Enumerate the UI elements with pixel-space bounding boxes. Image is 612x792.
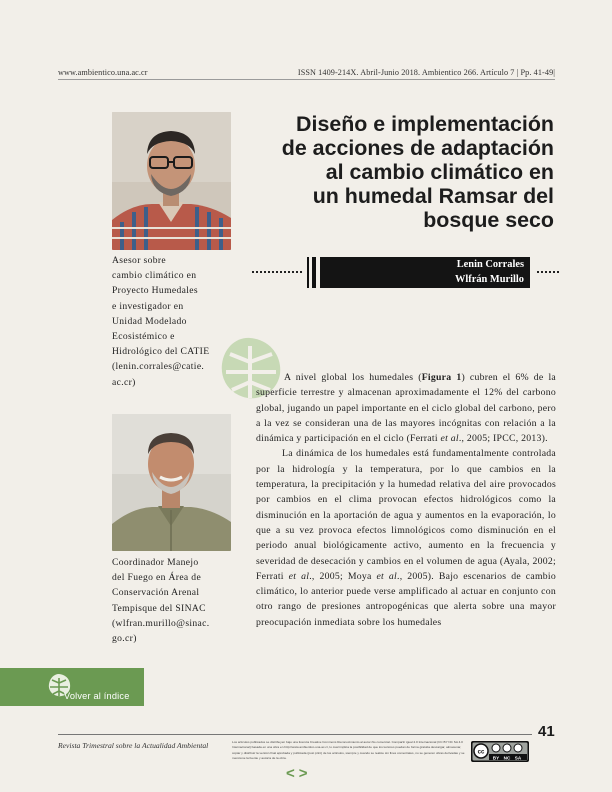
previous-page-button[interactable]: < [286, 765, 299, 782]
title-line: Diseño e implementación [296, 112, 554, 136]
bio-line: del Fuego en Área de [112, 572, 202, 584]
bio-line: Asesor sobre [112, 255, 167, 266]
bio-line: Coordinador Manejo [112, 557, 199, 568]
author-photo-lenin [112, 112, 231, 250]
author-name: Wlfrán Murillo [455, 273, 524, 285]
creative-commons-badge-icon[interactable] [471, 741, 529, 762]
back-to-index-label[interactable]: Volver al índice [64, 691, 130, 701]
page-number: 41 [538, 723, 555, 740]
page-navigation [286, 765, 312, 782]
author-banner-bar [312, 257, 316, 288]
license-text: Los artículos publicados se distribuyen bajo una licencia Creative Commons Reconocimiento al autor-No comercial- Compartir igual 4.0 Internacional (CC BY NC SA 4.0 Internacional) basada en una obra en http://www.ambientico.una.ac.cr, lo cual implica la posibilidad de que los lectores puedan de forma gratuita descargar, almacenar, copiar y distribuir la versión final aprobada y publicada (post print) de los artículos, siempre y cuando se realice sin fines comerciales, no se generen obras derivadas y se mencione la fuente y autoría de la obra. [232, 740, 465, 761]
author-banner-dots-left [252, 271, 302, 273]
bio-email: ac.cr) [112, 376, 136, 388]
title-line: al cambio climático en [325, 160, 554, 184]
next-page-button[interactable]: > [298, 765, 312, 782]
bio-line: Ecosistémico e [112, 331, 175, 343]
footer-divider [58, 734, 532, 735]
bio-email: go.cr) [112, 633, 137, 645]
bio-line: cambio climático en [112, 270, 197, 282]
bio-line: Tempisque del SINAC [112, 602, 206, 614]
bio-line: Proyecto Humedales [112, 285, 198, 297]
article-title [262, 112, 554, 232]
bio-email: (wlfran.murillo@sinac. [112, 617, 210, 629]
author-photo-wlfran [112, 414, 231, 551]
header-divider [58, 79, 555, 80]
bio-line: Hidrológico del CATIE [112, 346, 210, 358]
title-line: un humedal Ramsar del [312, 184, 554, 208]
bio-line: Unidad Modelado [112, 315, 187, 327]
figure-reference[interactable]: Figura 1 [421, 372, 462, 383]
bio-line: e investigador en [112, 300, 184, 312]
bio-email: (lenin.corrales@catie. [112, 361, 205, 373]
issue-info: ISSN 1409-214X. Abril-Junio 2018. Ambientico 266. Artículo 7 | Pp. 41-49| [297, 68, 555, 77]
author-bio-wlfran [112, 555, 234, 646]
body-paragraph: A nivel global los humedales (Figura 1) cubren el 6% de la superficie terrestre y almacenan aproximadamente el 12% del carbono global, jugando un papel importante en el ciclo global del carbono, pero a la vez se consideran una de las mayores incógnitas con relación a la dinámica y participación en el ciclo (Ferrati et al., 2005; IPCC, 2013). [256, 372, 557, 445]
title-line: bosque seco [423, 208, 554, 232]
author-name: Lenin Corrales [456, 259, 524, 270]
cc-nc-label: NC [503, 755, 511, 761]
cc-label: cc [477, 749, 485, 756]
journal-name: Revista Trimestral sobre la Actualidad Ambiental [58, 741, 209, 750]
body-paragraph: La dinámica de los humedales está fundamentalmente controlada por la hidrología y la temperatura, por lo que cambios en la temperatura, la precipitación y la humedad relativa del aire provocados por cambios en el clima provocan efectos hidrológicos como la disminución en la aportación de agua y aumentos en la evaporación, lo que a su vez provoca efectos limnológicos como disminución en el periodo anual biológicamente activo, aumento en la frecuencia y severidad de desecación y cambios en el volumen de agua (Ayala, 2002; Ferrati et al., 2005; Moya et al., 2005). Bajo escenarios de cambio climático, lo anterior puede verse amplificado al actuar en conjunto con otro rango de presiones antropogénicas que alerta sobre una mayor preocupación inmediata sobre los humedales [256, 448, 557, 628]
author-banner-dots-right [537, 271, 559, 273]
title-line: de acciones de adaptación [281, 136, 554, 160]
bio-line: Conservación Arenal [112, 587, 200, 599]
cc-sa-label: SA [514, 755, 522, 761]
cc-by-label: BY [492, 755, 500, 761]
author-names [320, 257, 530, 288]
author-banner-bar [307, 257, 309, 288]
journal-website[interactable]: www.ambientico.una.ac.cr [58, 68, 148, 77]
article-body [256, 370, 556, 630]
